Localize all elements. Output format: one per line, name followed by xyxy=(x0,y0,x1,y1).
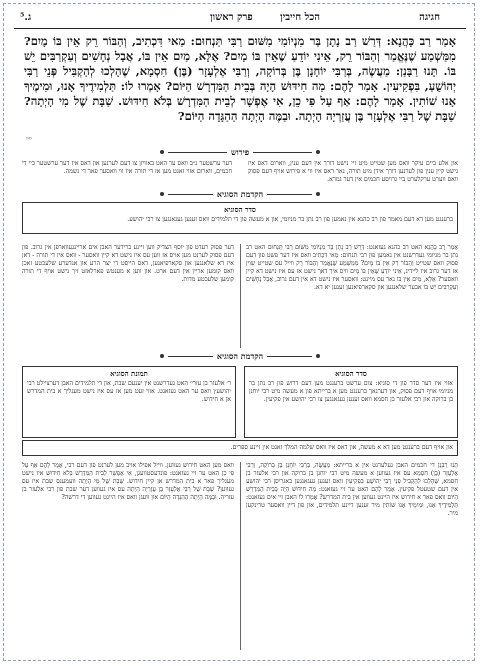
box-body: ברענגט מען דא דעם מאמר פון רב כהנא אין נאמען פון רב נתן בר מניומי, און א מעשה פון די תלמידים וואס זענען געגאנגען צו רבי יהושע. xyxy=(127,216,453,223)
chapter-name: פרק ראשון xyxy=(210,12,253,23)
seder-box-top xyxy=(22,202,458,234)
main-text-end-mark: ײײ xyxy=(26,136,32,143)
column-right-text: אָמַר רַב כָּהֲנָא האט רב כהנא געזאגט: דְּרַשׁ רַב נָתָן בַּר מִנְיוֹמִי מִשּׁוּם רַבִּי תַּנְחוּם האט רב נתן בר מניומי געדרשנט אין נאמען פון רבי תנחום: מַאי דִּכְתִיב וואס איז דער פשט פון דעם פסוק וואס שטייט וְהַבּוֹר רֵק אֵין בּוֹ מָיִם? מִמַּשְׁמַע שֶׁנֶּאֱמַר וְהַבּוֹר רֵק ווייל עס שטייט שוין אז דער גרוב איז ליידיג, אֵינִי יוֹדֵעַ שֶׁאֵין בּוֹ מָיִם וויס איך דאך נישט אז עס איז נישט דא קיין וואסער? אֶלָּא, מַיִם אֵין בּוֹ נאר עס מיינט: וואסער איז נישט דא אין דעם גרוב, אֲבָל נְחָשִׁים וְעַקְרַבִּים יֵשׁ בּוֹ אבער שלאנגען און סקארפיאנען זענען יא דא. xyxy=(246,244,458,291)
box-body: אזוי איז דער סדר פון די סוגיא: צום ערשט ברענגט מען דעם דרוש פון רב נתן בר מניומי אויף דעם פסוק, און דערנאך ברענגט מען א ברייתא פון א מעשה מיט רבי יוחנן בן ברוקה און רבי אלעזר בן חסמא וואס זענען געגאנגען צו רבי יהושע אין פקיעין. xyxy=(249,380,453,403)
divider-line xyxy=(168,152,227,153)
divider-line xyxy=(267,356,312,357)
tractate-name: חגיגה xyxy=(419,12,440,23)
bottom-right-column-text: תָּנוּ רַבָּנַן די חכמים האבן געלערנט אין א ברייתא: מַעֲשֶׂה, בְּרַבִּי יוֹחָנָן בֶּן בְּרוֹקָה, וְרַבִּי אֶלְעָזָר (בֶּן) חִסְמָא עס איז געווען א מעשה מיט רבי יוחנן בן ברוקה און רבי אלעזר בן חסמא, שֶׁהָלְכוּ לְהַקְבִּיל פְּנֵי רַבִּי יְהוֹשֻׁעַ בִּפְקִיעִין וואס זענען געגאנגען באגריסן רבי יהושע אין דעם שטעטל פקיעין. אָמַר לָהֶם האט ער זיי געזאגט: מַה חִידּוּשׁ הָיָה בְּבֵית הַמִּדְרָשׁ הַיּוֹם וואס פאר א חידוש איז היינט געווען אין בית המדרש? אָמְרוּ לוֹ האבן זיי אים געזאגט: תַּלְמִידֶיךָ אָנוּ, וּמִימֶיךָ אָנוּ שׁוֹתִין מיר זענען דיינע תלמידים, און פון דיין וואסער טרינקען מיר. xyxy=(246,462,458,517)
box-bottom-summary xyxy=(22,440,458,456)
ornament-dot-icon xyxy=(160,192,164,196)
ornament-dot-icon xyxy=(316,354,320,358)
ornament-dot-icon xyxy=(316,150,320,154)
box-title: סדר הסוגיא xyxy=(335,369,367,378)
box-title: סדר הסוגיא xyxy=(224,205,256,214)
section-banner-hakdama-1 xyxy=(160,188,320,200)
ornament-dot-icon xyxy=(316,192,320,196)
page-number: ג.⁵ xyxy=(20,12,32,23)
page-header xyxy=(20,12,460,26)
divider-line xyxy=(168,356,213,357)
divider-line xyxy=(267,194,312,195)
perush-left-text: דער ערשטער ג״ב וואס ער האט באוויזן צו דעם לערנען און דאס איז דער ערשטער ביי די חכמים, ווארום אזוי זאגט מען אז די תורה איז ווי וואסער פאר די נשמה. xyxy=(22,160,232,175)
box-body: ר׳ אלעזר בן עזרי׳ האט געדרשנט אין יענעם שבת, און די תלמידים האבן דערציילט רבי יהושע׳ן וואס ער האט געזאגט. אזוי זעט מען אז עס איז נישט מעגליך א בית המדרש אן א חידוש. xyxy=(27,380,231,403)
section-title-perush: פירוש xyxy=(230,147,250,157)
bottom-left-column-text: וואס מען האט חידוש געווען. ווייל אפילו אויב מען לערנט פון דעם רבי, אָמַר לָהֶם אַף עַל פִּי כֵן האט ער זיי געזאגט: פונדעסטוועגן, אִי אֶפְשָׁר לְבֵית הַמִּדְרָשׁ בְּלֹא חִידּוּשׁ איז נישט מעגליך פאר א בית המדרש אן קיין חידוש. שַׁבָּת שֶׁל מִי הָיְתָה וועמענס שבת איז עס געווען? שַׁבָּת שֶׁל רַבִּי אֶלְעָזָר בֶּן עֲזַרְיָה הָיְתָה עס איז געווען דער שבת פון רבי אלעזר בן עזריה. וּבַמֶּה הָיְתָה הַהַגָּדָה הַיּוֹם און וועגן וואס איז היינט געווען די דרשה? xyxy=(22,462,234,501)
divider-line xyxy=(168,194,213,195)
perush-right-text: און אלע ביים עיקר וואס מען שטייט מיט זיי נישט דורך אין דעם ענין, ווארום דאס איז נישט קיין ענין פון לערנען דורך אידן מיט תורה, נאר דאס איז ווי א פירוש אויף דעם פסוק וואס ווערט ערקלערט ביי גרויסע חכמים אין דער גמרא. xyxy=(248,160,458,183)
ornament-dot-icon xyxy=(160,150,164,154)
box-body: און אויף דעם ברענגט מען דא א מעשה, און דאס איז וואס שלמה המלך זאגט אין זיינע ספרים. xyxy=(230,444,453,451)
section-banner-hakdama-2 xyxy=(160,350,320,362)
box-title: תמונת הסוגיא xyxy=(110,369,148,378)
column-divider xyxy=(240,462,241,650)
section-title-hakdama-2: הקדמת הסוגיא xyxy=(216,351,264,361)
divider-line xyxy=(253,152,312,153)
column-divider xyxy=(240,244,241,348)
ornament-dot-icon xyxy=(160,354,164,358)
main-gemara-text: אָמַר רַב כָּהֲנָא: דְּרַשׁ רַב נָתָן בַּר מִנְיוֹמִי מִשּׁוּם רַבִּי תַּנְחוּם: מַאי דִּכְתִיב, וְהַבּוֹר רֵק אֵין בּוֹ מָיִם? מִמַּשְׁמַע שֶׁנֶּאֱמַר וְהַבּוֹר רֵק, אֵינִי יוֹדֵעַ שֶׁאֵין בּוֹ מָיִם? אֶלָּא, מַיִם אֵין בּוֹ, אֲבָל נְחָשִׁים וְעַקְרַבִּים יֵשׁ בּוֹ. תָּנוּ רַבָּנַן: מַעֲשֶׂה, בְּרַבִּי יוֹחָנָן בֶּן בְּרוֹקָה, וְרַבִּי אֶלְעָזָר (בֶּן) חִסְמָא, שֶׁהָלְכוּ לְהַקְבִּיל פְּנֵי רַבִּי יְהוֹשֻׁעַ, בִּפְקִיעִין. אָמַר לָהֶם: מַה חִידּוּשׁ הָיָה בְּבֵית הַמִּדְרָשׁ הַיּוֹם? אָמְרוּ לוֹ: תַּלְמִידֶיךָ אָנוּ, וּמִימֶיךָ אָנוּ שׁוֹתִין. אָמַר לָהֶם: אַף עַל פִּי כֵן, אִי אֶפְשָׁר לְבֵית הַמִּדְרָשׁ בְּלֹא חִידּוּשׁ. שַׁבָּת שֶׁל מִי הָיְתָה? שַׁבָּת שֶׁל רַבִּי אֶלְעָזָר בֶּן עֲזַרְיָה הָיְתָה. וּבַמֶּה הָיְתָה הַהַגָּדָה הַיּוֹם? xyxy=(24,34,456,123)
section-banner-perush xyxy=(160,146,320,158)
column-left-text: דער פסוק רעדט פון יוסף הצדיק ווען זיינע ברידער האבן אים אריינגעווארפן אין גרוב. פון דעם פסוק לערנט מען אויס אז ווען עס איז נישט דא קיין וואסער - וואס איז די תורה - דאן איז דא שלאנגען און סקארפיאנען, דאס הייסט די יצר הרע און אנדערע שלעכטע זאכן וואס קומען אריין אין דעם ארט. און ווען א מענטש פארלאזט זיך נישט אויף די תורה קומען שלעכטע מדות. xyxy=(22,244,234,283)
header-rule xyxy=(14,28,466,29)
chapter-title: הכל חייבין xyxy=(280,12,320,23)
temunat-box-left xyxy=(22,366,236,438)
seder-box-right xyxy=(244,366,458,438)
section-title-hakdama-1: הקדמת הסוגיא xyxy=(216,189,264,199)
